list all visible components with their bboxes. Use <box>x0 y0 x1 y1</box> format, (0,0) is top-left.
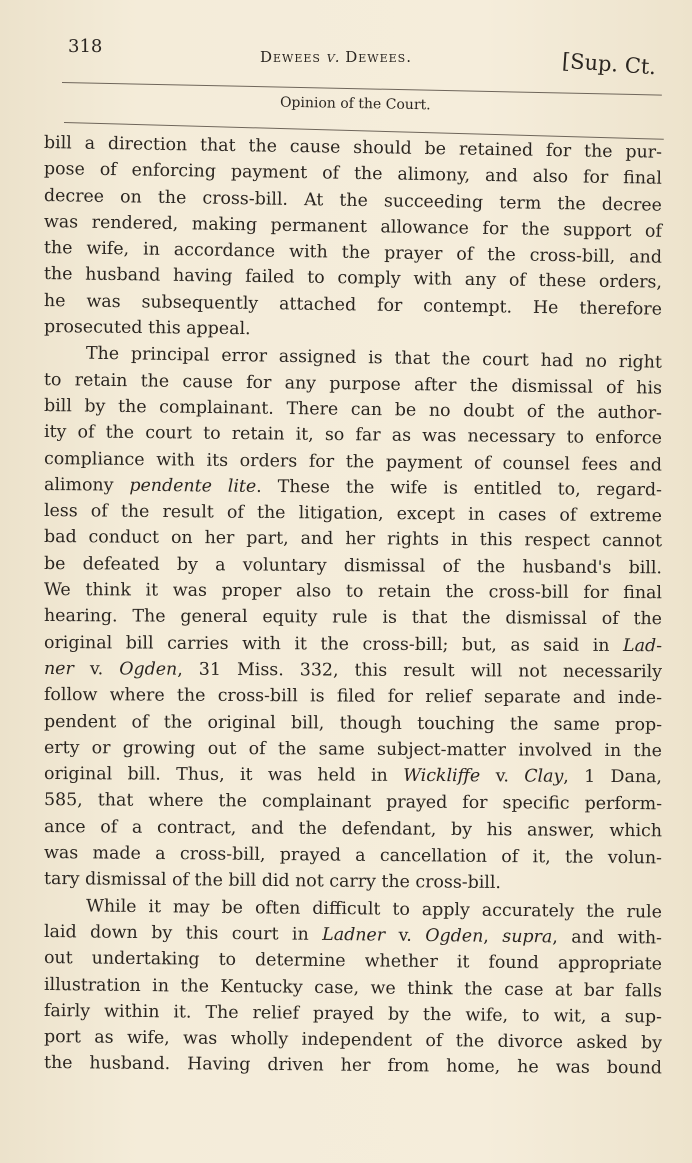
text-line: tary dismissal of the bill did not carry the cross-bill. <box>43 869 502 894</box>
text-line: The principal error assigned is that the court had no right <box>85 344 663 374</box>
text-line: laid down by this court in Ladner v. Ogden, supra, and with- <box>43 921 663 949</box>
page-header <box>60 30 662 80</box>
text-line: the husband. Having driven her from home, he was bound <box>43 1053 663 1079</box>
text-line: he was subsequently attached for contempt. He therefore <box>43 290 663 320</box>
text-line: was made a cross-bill, prayed a cancellation of it, the volun- <box>43 843 663 869</box>
text-line: original bill carries with it the cross-bill; but, as said in Lad- <box>43 632 663 656</box>
text-line: compliance with its orders for the payment of counsel fees and <box>43 448 663 476</box>
court-tag: [Sup. Ct. <box>561 48 657 80</box>
text-line: port as wife, was wholly independent of the divorce asked by <box>43 1027 663 1054</box>
text-line: 585, that where the complainant prayed for specific perform- <box>43 790 663 815</box>
text-line: bad conduct on her part, and her rights in this respect cannot <box>43 527 663 552</box>
text-line: pendent of the original bill, though touching the same prop- <box>43 711 663 735</box>
text-line: be defeated by a voluntary dismissal of the husband's bill. <box>43 553 663 579</box>
text-line: the husband having failed to comply with any of these orders, <box>43 264 663 294</box>
text-line: While it may be often difficult to apply accurately the rule <box>85 896 663 923</box>
text-line: erty or growing out of the same subject-matter involved in the <box>43 737 663 762</box>
text-line: ance of a contract, and the defendant, by his answer, which <box>43 816 663 842</box>
text-line: pose of enforcing payment of the alimony, and also for final <box>43 159 663 190</box>
text-line: follow where the cross-bill is filed for relief separate and inde- <box>43 685 663 709</box>
running-head <box>260 48 412 66</box>
text-line: bill a direction that the cause should be retained for the pur- <box>43 133 663 163</box>
text-line: the wife, in accordance with the prayer of the cross-bill, and <box>43 238 663 268</box>
header-rule-top <box>62 82 662 96</box>
text-line: bill by the complainant. There can be no doubt of the author- <box>43 395 663 424</box>
text-line: decree on the cross-bill. At the succeeding term the decree <box>43 185 663 216</box>
running-head-right: Dewees. <box>345 48 412 66</box>
text-line: ner v. Ogden, 31 Miss. 332, this result will not necessarily <box>43 658 663 683</box>
text-line: ity of the court to retain it, so far as was necessary to enforce <box>43 422 663 449</box>
text-line: prosecuted this appeal. <box>43 317 251 340</box>
text-line: less of the result of the litigation, except in cases of extreme <box>43 501 663 527</box>
text-line: alimony pendente lite. These the wife is entitled to, regard- <box>43 474 663 501</box>
text-line: original bill. Thus, it was held in Wickliffe v. Clay, 1 Dana, <box>43 764 663 788</box>
page-number: 318 <box>68 36 103 57</box>
text-line: hearing. The general equity rule is that the dismissal of the <box>43 606 663 630</box>
section-heading: Opinion of the Court. <box>279 94 431 114</box>
text-line: We think it was proper also to retain the cross-bill for final <box>43 580 663 604</box>
running-head-left: Dewees <box>260 48 321 66</box>
text-line: was rendered, making permanent allowance for the support of <box>43 211 663 242</box>
text-line: fairly within it. The relief prayed by the wife, to wit, a sup- <box>43 1000 663 1028</box>
opinion-body <box>44 130 662 1077</box>
text-line: out undertaking to determine whether it found appropriate <box>43 948 663 975</box>
running-head-v: v. <box>326 48 340 66</box>
text-line: illustration in the Kentucky case, we think the case at bar falls <box>43 974 663 1001</box>
text-line: to retain the cause for any purpose after the dismissal of his <box>43 369 663 399</box>
